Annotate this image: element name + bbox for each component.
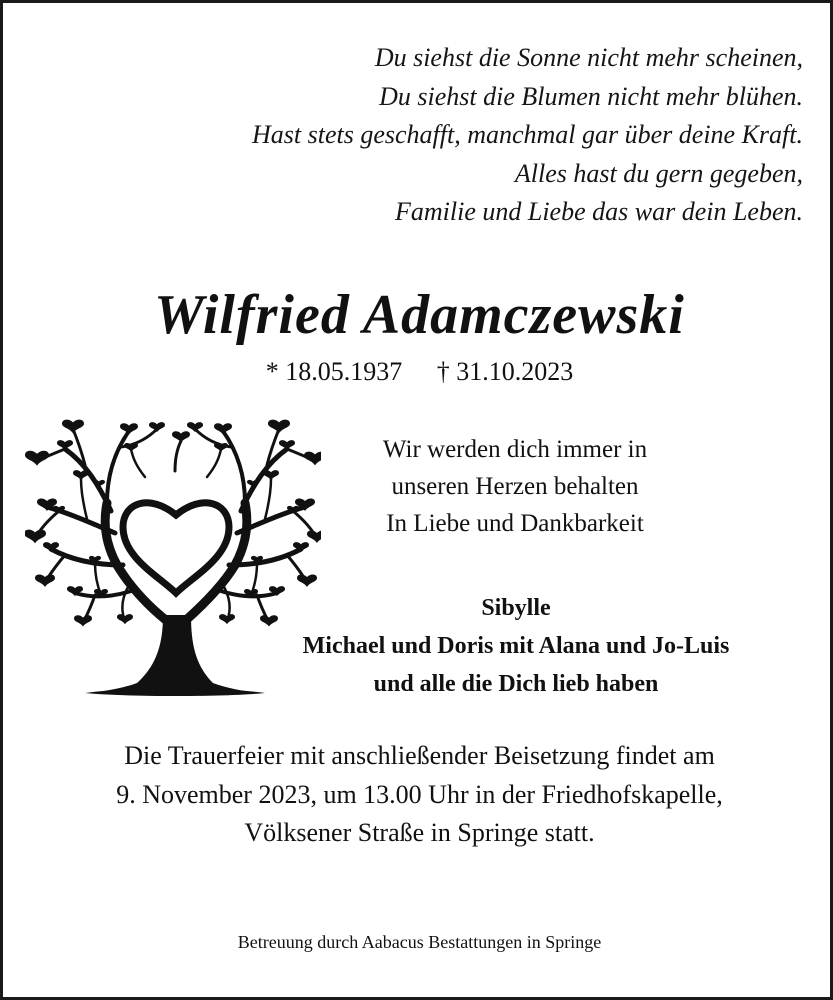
- funeral-service-info: [3, 737, 833, 853]
- service-line: 9. November 2023, um 13.00 Uhr in der Friedhofskapelle,: [116, 779, 723, 809]
- remembrance-line: unseren Herzen behalten: [391, 473, 639, 500]
- birth-date: * 18.05.1937: [265, 357, 403, 386]
- remembrance-text: [305, 431, 725, 542]
- mourner-line: und alle die Dich lieb haben: [373, 671, 659, 697]
- remembrance-line: Wir werden dich immer in: [382, 436, 648, 463]
- service-line: Völksener Straße in Springe statt.: [244, 818, 595, 847]
- remembrance-line: In Liebe und Dankbarkeit: [386, 510, 644, 537]
- service-line: Die Trauerfeier mit anschließender Beisetzung findet am: [124, 741, 715, 770]
- poem-line: Alles hast du gern gegeben,: [514, 158, 803, 188]
- poem-line: Du siehst die Sonne nicht mehr scheinen,: [374, 43, 803, 72]
- poem: [252, 39, 803, 232]
- poem-line: Familie und Liebe das war dein Leben.: [394, 197, 803, 226]
- mourner-line: Michael und Doris mit Alana und Jo-Luis: [302, 633, 730, 659]
- poem-line: Hast stets geschafft, manchmal gar über deine Kraft.: [251, 120, 803, 149]
- mourner-line: Sibylle: [481, 595, 551, 621]
- mourners: [205, 589, 827, 703]
- life-dates: [3, 357, 833, 387]
- poem-line: Du siehst die Blumen nicht mehr blühen.: [379, 81, 803, 111]
- deceased-name: Wilfried Adamczewski: [154, 284, 685, 346]
- undertaker-credit: Betreuung durch Aabacus Bestattungen in Springe: [237, 932, 602, 952]
- death-date: † 31.10.2023: [436, 357, 574, 386]
